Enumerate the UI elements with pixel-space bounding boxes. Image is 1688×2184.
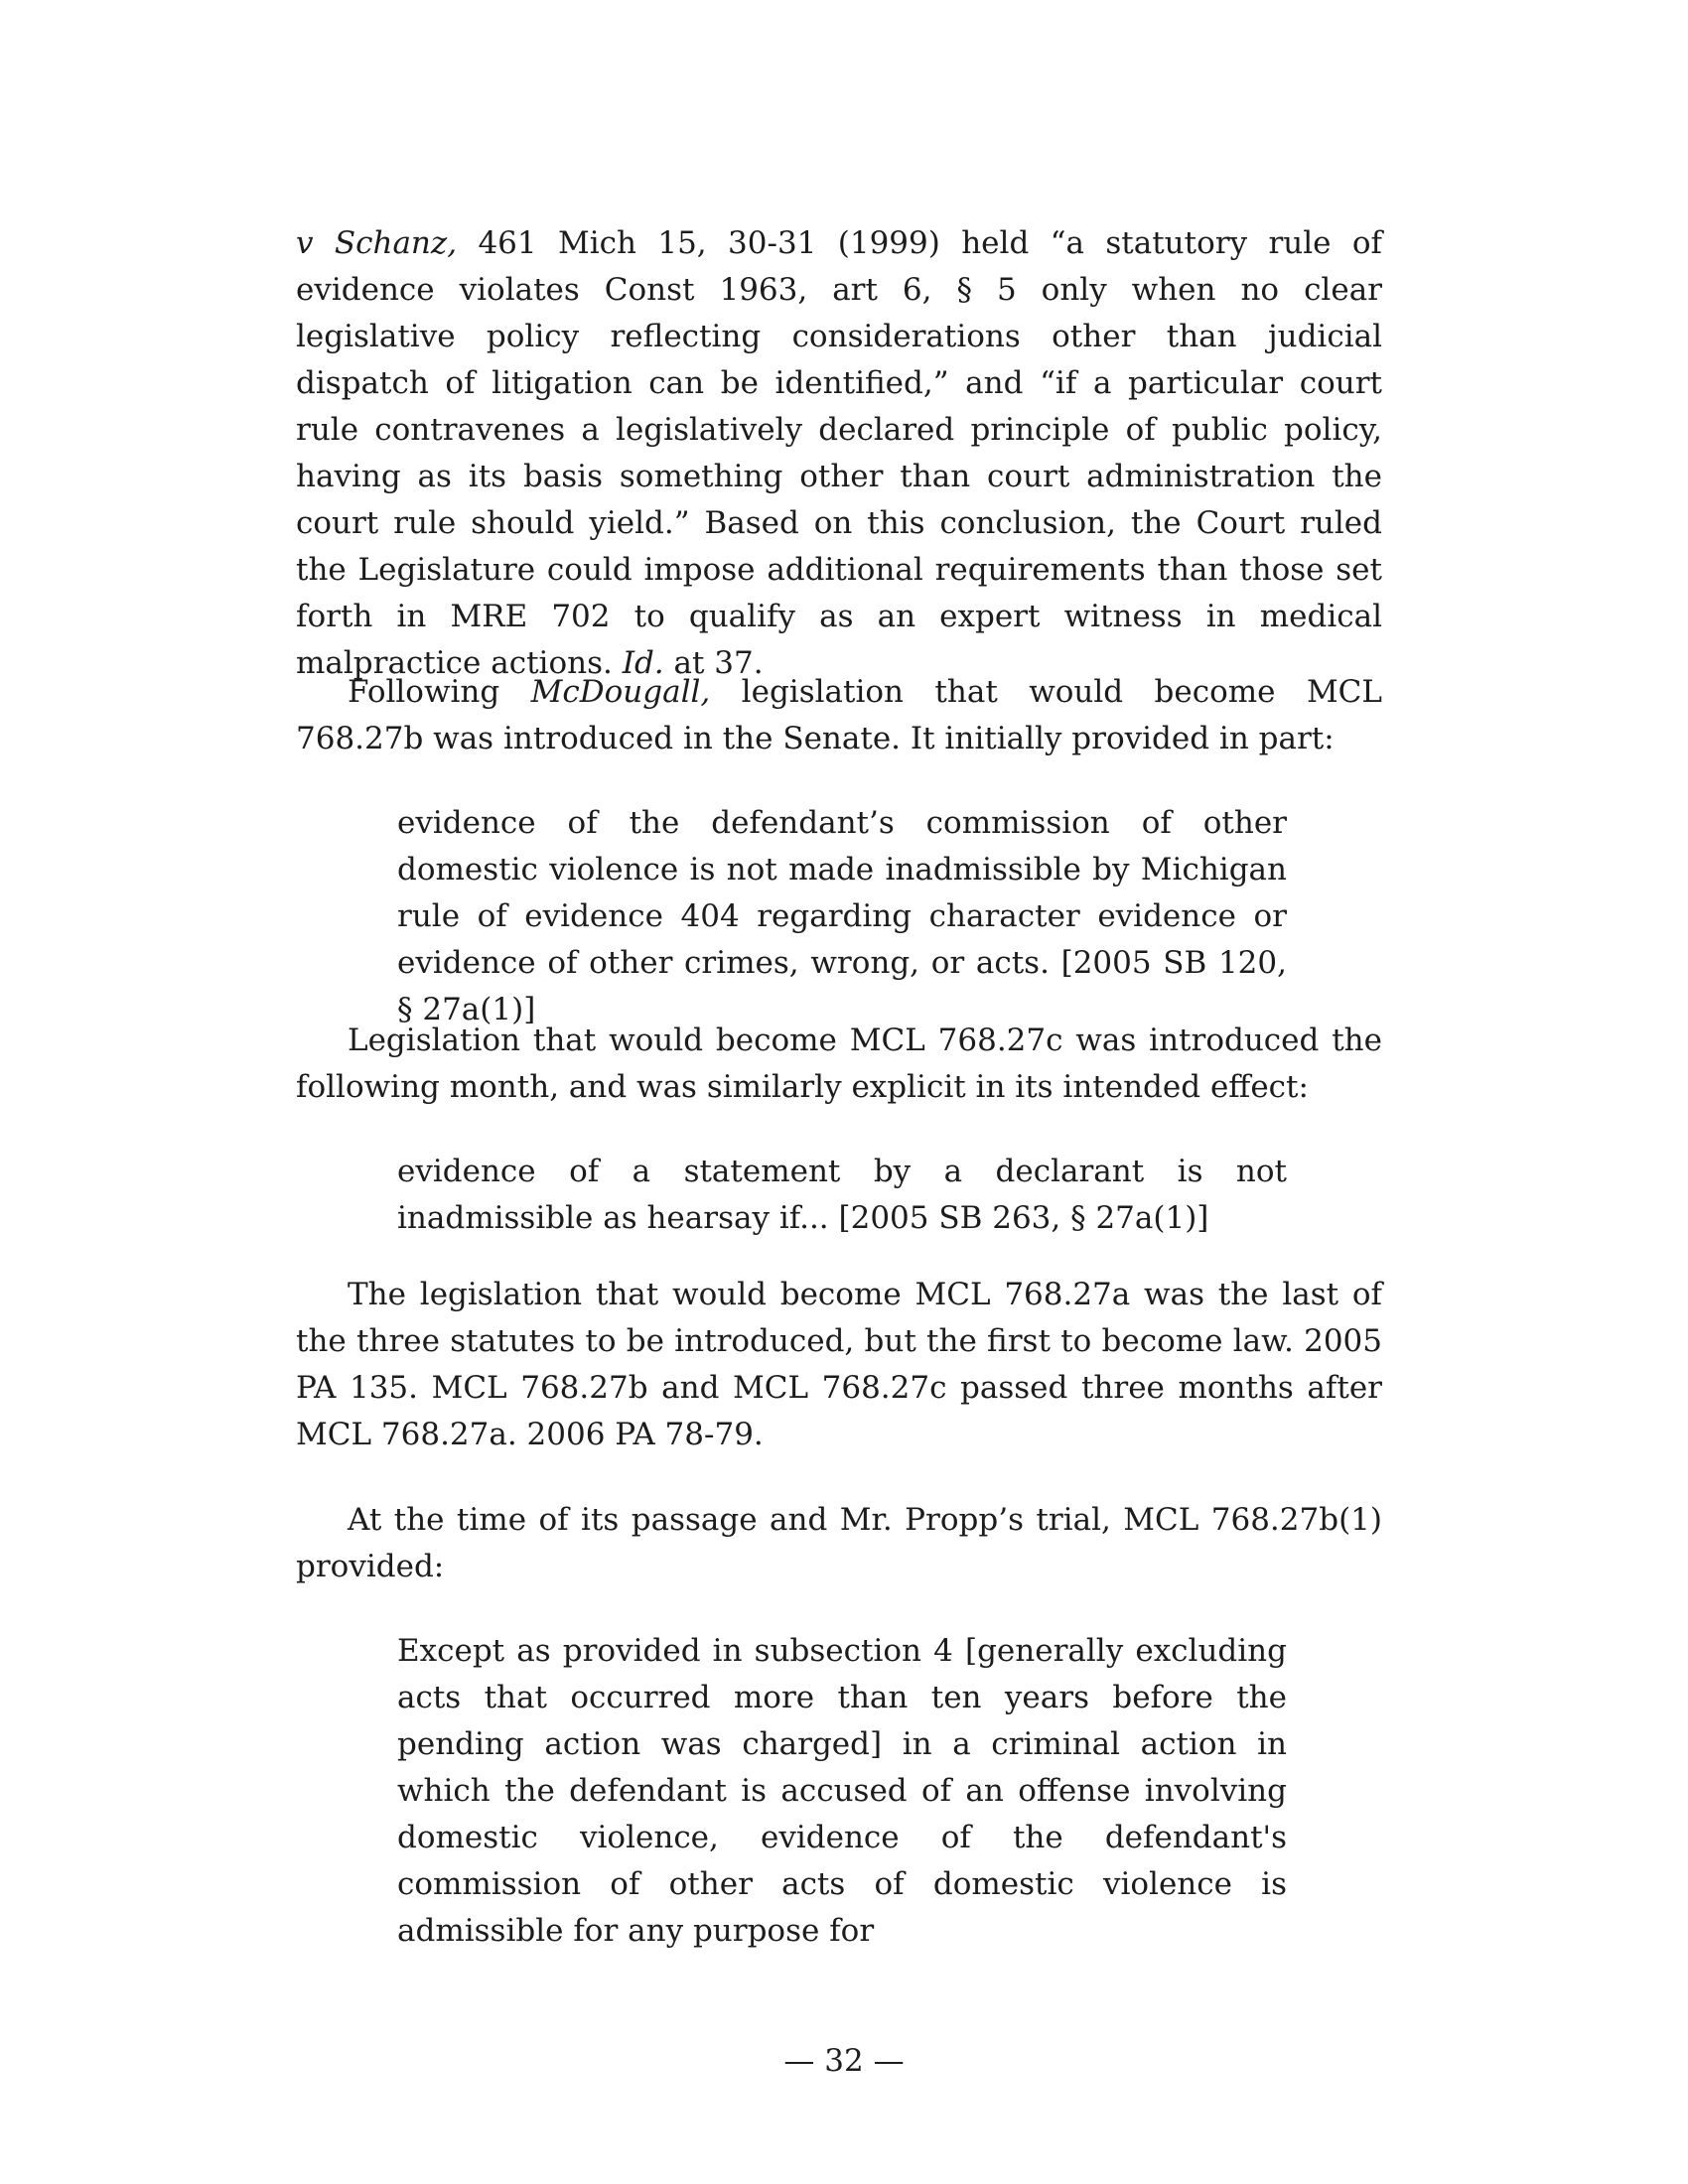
- id-citation: Id.: [622, 645, 664, 681]
- paragraph-text: 461 Mich 15, 30-31 (1999) held “a statutory rule of evidence violates Const 1963, art 6, § 5 only when no clear legislative policy reflecting considerations other than judicial dispatch of litigation can be identified,” and “if a particular court rule contravenes a legislatively declared principle of public policy, having as its basis something other than court administration the court rule should yield.” Based on this conclusion, the Court ruled the Legislature could impose additional requirements than those set forth in MRE 702 to qualify as an expert witness in medical malpractice actions.: [296, 225, 1382, 681]
- paragraph-mcdougall: [296, 669, 1382, 762]
- paragraph-768-27a: The legislation that would become MCL 768.27a was the last of the three statutes to be introduced, but the first to become law. 2005 PA 135. MCL 768.27b and MCL 768.27c passed three months after MCL 768.27a. 2006 PA 78-79.: [296, 1277, 1382, 1452]
- block-quote-sb263: evidence of a statement by a declarant is not inadmissible as hearsay if... [2005 SB 263, § 27a(1)]: [397, 1154, 1287, 1236]
- page-number: — 32 —: [783, 2043, 905, 2079]
- paragraph-text: legislation that would become MCL 768.27b was introduced in the Senate. It initially provided in part:: [296, 674, 1382, 756]
- paragraph-text: at 37.: [663, 645, 764, 681]
- paragraph-propp-trial: At the time of its passage and Mr. Propp’s trial, MCL 768.27b(1) provided:: [296, 1502, 1382, 1584]
- case-name-mcdougall: McDougall,: [530, 674, 711, 710]
- block-quote-sb120: evidence of the defendant’s commission of other domestic violence is not made inadmissible by Michigan rule of evidence 404 regarding character evidence or evidence of other crimes, wrong, or acts. [2005 SB 120, § 27a(1)]: [397, 805, 1287, 1027]
- paragraph-text: Following: [348, 674, 531, 710]
- paragraph-schanz: [296, 220, 1382, 687]
- block-quote-768-27b: Except as provided in subsection 4 [generally excluding acts that occurred more than ten years before the pending action was charged] in a criminal action in which the defendant is accused of an offense involving domestic violence, evidence of the defendant's commission of other acts of domestic violence is admissible for any purpose for: [397, 1633, 1287, 1949]
- paragraph-768-27c: Legislation that would become MCL 768.27c was introduced the following month, and was similarly explicit in its intended effect:: [296, 1023, 1382, 1105]
- case-name-schanz: v Schanz,: [296, 225, 458, 261]
